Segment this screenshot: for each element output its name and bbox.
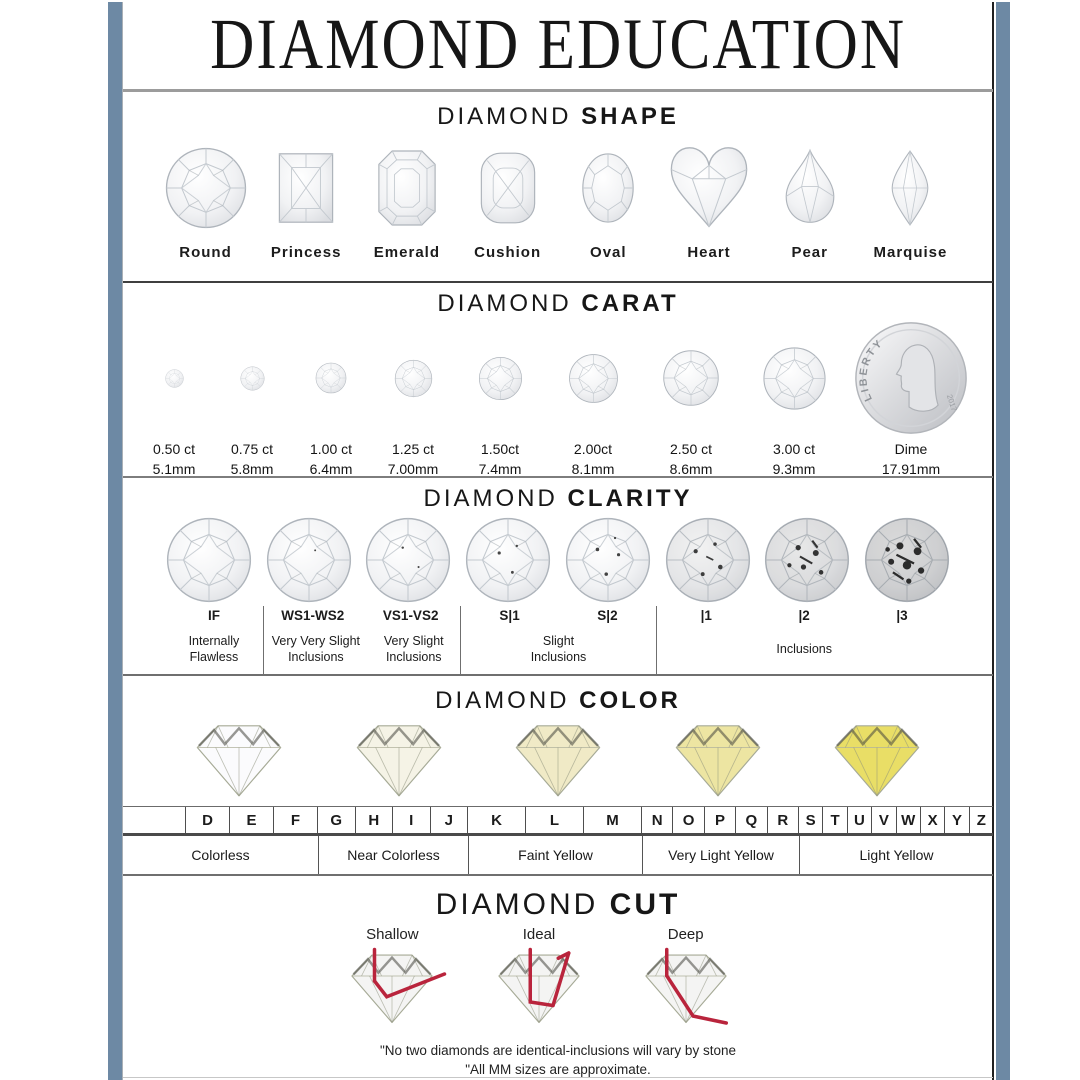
cut-heading xyxy=(123,886,993,924)
clarity-grade-label: VS1-VS2 xyxy=(382,608,439,623)
carat-value: 3.00 ct xyxy=(772,441,816,457)
oval-gem-image xyxy=(571,143,645,233)
color-scale-letter-row xyxy=(123,806,993,836)
letter-cell: L xyxy=(525,807,583,833)
clarity-stone-ws xyxy=(265,516,353,604)
shape-label: Heart xyxy=(687,244,731,261)
poster-content xyxy=(123,0,993,1080)
cushion-gem-image xyxy=(471,143,545,233)
letter-cell: T xyxy=(822,807,846,833)
princess-gem-image xyxy=(268,142,344,234)
mm-value: 17.91mm xyxy=(881,461,941,477)
carat-gem-image xyxy=(478,356,523,401)
dime-image xyxy=(853,320,969,436)
carat-section xyxy=(123,283,993,478)
cut-heading-regular: DIAMOND xyxy=(435,888,599,921)
letter-cell: R xyxy=(767,807,798,833)
shape-label: Princess xyxy=(270,244,342,261)
carat-gem-image xyxy=(762,346,827,411)
carat-heading-bold: CARAT xyxy=(581,290,679,317)
clarity-group-si xyxy=(460,606,657,674)
mm-value: 8.1mm xyxy=(571,461,615,477)
shape-heading-regular: DIAMOND xyxy=(437,103,572,130)
color-category: Very Light Yellow xyxy=(642,836,799,874)
round-gem-image xyxy=(164,146,248,230)
mm-value: 7.4mm xyxy=(478,461,522,477)
carat-gem-image xyxy=(568,353,619,404)
cut-diagrams xyxy=(319,926,759,1031)
ideal-cut-diagram xyxy=(473,946,605,1030)
carat-heading xyxy=(123,289,993,319)
page-title: DIAMOND EDUCATION xyxy=(210,4,906,84)
color-heading xyxy=(123,686,993,716)
clarity-stone-vs xyxy=(364,516,452,604)
letter-cell: S xyxy=(798,807,822,833)
color-category-row xyxy=(123,836,993,876)
carat-gem-image xyxy=(240,366,265,391)
color-category: Near Colorless xyxy=(318,836,468,874)
shape-label: Marquise xyxy=(873,244,948,261)
letter-cell: O xyxy=(672,807,703,833)
carat-value: 1.50ct xyxy=(480,441,520,457)
cut-type-label: Deep xyxy=(667,926,704,943)
clarity-stone-row xyxy=(123,516,993,604)
clarity-grade-label: |2 xyxy=(798,608,810,623)
clarity-description: Very Slight Inclusions xyxy=(383,633,444,664)
letter-lead-cell xyxy=(123,807,185,833)
mm-value: 6.4mm xyxy=(309,461,353,477)
letter-cell: V xyxy=(871,807,895,833)
pear-gem-image xyxy=(775,145,845,231)
letter-cell: F xyxy=(273,807,317,833)
letter-cell: N xyxy=(641,807,672,833)
letter-cell: I xyxy=(392,807,430,833)
clarity-description: Very Very Slight Inclusions xyxy=(271,633,360,664)
color-gem-faint-yellow xyxy=(508,720,608,800)
carat-value: 1.25 ct xyxy=(391,441,435,457)
shape-label: Oval xyxy=(590,244,627,261)
color-gem-near-colorless xyxy=(349,720,449,800)
cut-section xyxy=(123,878,993,1080)
footer-note-line2: "All MM sizes are approximate. xyxy=(465,1062,651,1077)
carat-gem-image xyxy=(165,369,184,388)
mm-value: 9.3mm xyxy=(772,461,816,477)
shape-label: Pear xyxy=(791,244,828,261)
color-gem-light-yellow xyxy=(827,720,927,800)
clarity-heading-bold: CLARITY xyxy=(567,485,693,512)
cut-heading-bold: CUT xyxy=(609,888,681,921)
color-gem-row xyxy=(123,718,993,802)
clarity-grade-label: S|1 xyxy=(499,608,520,623)
dime-year-text: 2017 xyxy=(944,393,959,413)
right-accent-bar xyxy=(996,2,1010,1080)
clarity-grade-label: WS1-WS2 xyxy=(281,608,345,623)
letter-cell: M xyxy=(583,807,641,833)
letter-cell: Z xyxy=(969,807,993,833)
letter-cell: K xyxy=(467,807,525,833)
color-category: Light Yellow xyxy=(799,836,993,874)
clarity-heading xyxy=(123,484,993,514)
shape-heading-bold: SHAPE xyxy=(581,103,679,130)
clarity-stone-i2 xyxy=(763,516,851,604)
shape-section xyxy=(123,92,993,283)
clarity-grade-label: |1 xyxy=(700,608,712,623)
clarity-grade-label: S|2 xyxy=(597,608,618,623)
shape-label: Cushion xyxy=(474,244,542,261)
carat-value: 0.75 ct xyxy=(230,441,274,457)
letter-cell: J xyxy=(430,807,468,833)
letter-cell: Y xyxy=(944,807,968,833)
clarity-group-vvs-vs xyxy=(263,606,460,674)
letter-cell: G xyxy=(317,807,355,833)
letter-cell: D xyxy=(185,807,229,833)
carat-value: Dime xyxy=(894,441,928,457)
mm-value: 7.00mm xyxy=(387,461,439,477)
letter-cell: W xyxy=(896,807,920,833)
clarity-stone-if xyxy=(165,516,253,604)
letter-cell: E xyxy=(229,807,273,833)
letter-cell: U xyxy=(847,807,871,833)
letter-cell: H xyxy=(355,807,393,833)
letter-cell: P xyxy=(704,807,735,833)
shallow-cut-diagram xyxy=(326,946,458,1030)
footer-notes xyxy=(123,1041,993,1079)
clarity-section xyxy=(123,478,993,676)
color-heading-bold: COLOR xyxy=(579,687,681,714)
left-accent-bar xyxy=(108,2,122,1080)
carat-heading-regular: DIAMOND xyxy=(437,290,572,317)
carat-gem-image xyxy=(315,362,347,394)
color-gem-colorless xyxy=(189,720,289,800)
carat-gem-image xyxy=(662,349,720,407)
carat-label-row xyxy=(123,439,993,478)
footer-note-line1: "No two diamonds are identical-inclusions will vary by stone xyxy=(380,1043,736,1058)
color-heading-regular: DIAMOND xyxy=(435,687,570,714)
clarity-grade-label: |3 xyxy=(896,608,908,623)
clarity-description: Inclusions xyxy=(776,641,832,656)
clarity-stone-si1 xyxy=(464,516,552,604)
deep-cut-diagram xyxy=(620,946,752,1030)
carat-gem-image xyxy=(394,359,433,398)
clarity-stone-si2 xyxy=(564,516,652,604)
clarity-heading-regular: DIAMOND xyxy=(423,485,558,512)
mm-value: 5.8mm xyxy=(230,461,274,477)
clarity-description: Internally Flawless xyxy=(188,633,240,664)
clarity-group-i xyxy=(656,606,951,674)
carat-gem-row xyxy=(123,319,993,437)
color-category: Faint Yellow xyxy=(468,836,642,874)
shape-label: Emerald xyxy=(373,244,440,261)
emerald-gem-image xyxy=(370,143,444,233)
clarity-grade-label: IF xyxy=(207,608,220,623)
shape-gem-row xyxy=(123,140,993,236)
carat-value: 2.50 ct xyxy=(669,441,713,457)
clarity-description: Slight Inclusions xyxy=(530,633,587,664)
color-gem-very-light-yellow xyxy=(668,720,768,800)
clarity-grade-groups xyxy=(123,606,993,674)
color-category: Colorless xyxy=(191,847,250,863)
clarity-group-if xyxy=(165,606,263,674)
shape-heading xyxy=(123,102,993,132)
cut-type-label: Shallow xyxy=(366,926,419,943)
mm-value: 8.6mm xyxy=(669,461,713,477)
letter-cell: X xyxy=(920,807,944,833)
cut-label-row xyxy=(319,926,759,943)
heart-gem-image xyxy=(667,142,751,234)
cut-type-label: Ideal xyxy=(522,926,556,943)
clarity-stone-i1 xyxy=(664,516,752,604)
carat-value: 1.00 ct xyxy=(309,441,353,457)
carat-value: 0.50 ct xyxy=(152,441,196,457)
marquise-gem-image xyxy=(877,144,943,232)
shape-label: Round xyxy=(179,244,232,261)
shape-label-row xyxy=(123,244,993,261)
color-section xyxy=(123,676,993,878)
cut-diagram-row xyxy=(319,945,759,1031)
mm-value: 5.1mm xyxy=(152,461,196,477)
clarity-stone-i3 xyxy=(863,516,951,604)
dime-liberty-text: LIBERTY xyxy=(857,336,887,404)
title-section xyxy=(123,0,993,92)
letter-cell: Q xyxy=(735,807,766,833)
carat-value: 2.00ct xyxy=(573,441,613,457)
